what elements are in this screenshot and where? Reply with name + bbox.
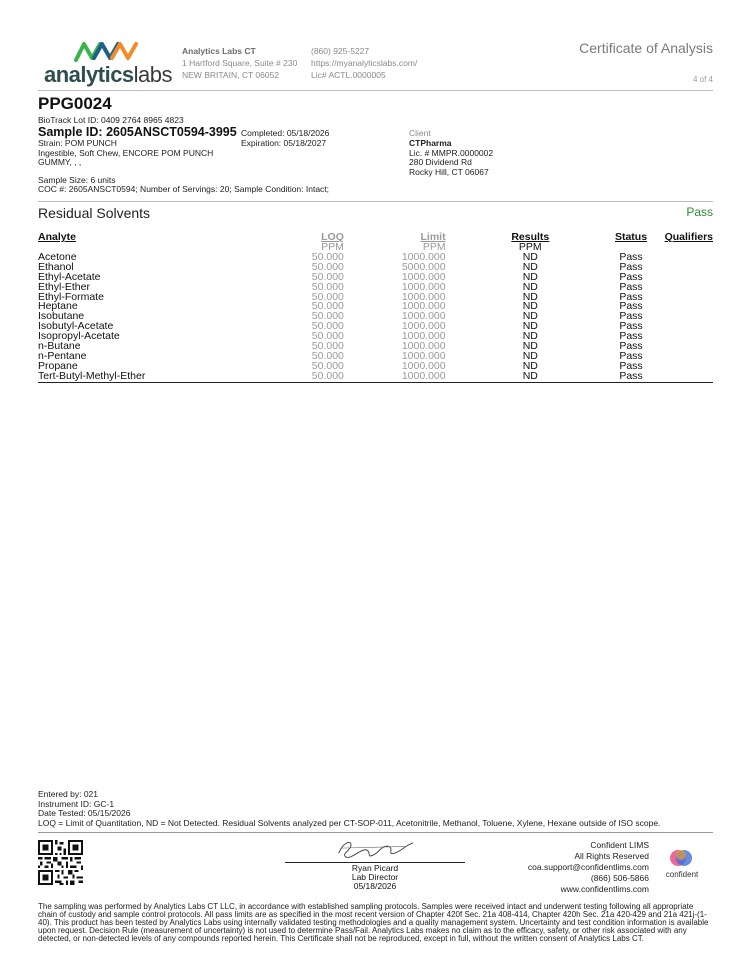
coc-info: COC #: 2605ANSCT0594; Number of Servings: 20; Sample Condition: Intact; xyxy=(38,184,330,194)
sample-size: Sample Size: 6 units xyxy=(38,175,116,185)
document-title: Certificate of Analysis xyxy=(579,40,713,56)
col-qualifiers: Qualifiers xyxy=(664,231,713,243)
signature-date: 05/18/2026 xyxy=(353,881,397,891)
client-address-1: 280 Dividend Rd xyxy=(409,157,472,167)
client-address-2: Rocky Hill, CT 06067 xyxy=(409,166,489,177)
client-block xyxy=(409,139,493,177)
completed-date: Completed: 05/18/2026 xyxy=(241,128,330,138)
table-row: Tert-Butyl-Methyl-Ether 50.000 1000.000 ND Pass xyxy=(38,372,713,382)
signer-block xyxy=(285,864,465,891)
entered-by: Entered by: 021 xyxy=(38,789,99,799)
table-row: Heptane 50.000 1000.000 ND Pass xyxy=(38,300,643,313)
client-label: Client xyxy=(409,128,431,138)
col-analyte: Analyte xyxy=(38,231,76,243)
analytics-labs-logo-icon xyxy=(74,40,138,62)
unit-loq: PPM xyxy=(321,241,344,253)
section-status-badge: Pass xyxy=(686,205,713,219)
table-row: n-Butane 50.000 1000.000 ND Pass xyxy=(38,340,643,353)
lab-address-1: 1 Hartford Square, Suite # 230 xyxy=(182,58,298,68)
lims-info-block xyxy=(528,840,649,895)
lab-contact-block xyxy=(311,45,417,81)
section-divider xyxy=(38,201,713,202)
header-divider xyxy=(38,90,713,91)
notes-divider xyxy=(38,832,713,833)
table-row: Isobutyl-Acetate 50.000 1000.000 ND Pass xyxy=(38,320,643,333)
lims-phone: (866) 506-5866 xyxy=(590,873,649,883)
date-tested: Date Tested: 05/15/2026 xyxy=(38,808,131,818)
client-license: Lic. # MMPR.0000002 xyxy=(409,147,494,158)
qr-code-icon[interactable] xyxy=(38,840,83,885)
logo-wordmark: analyticslabs xyxy=(44,62,173,87)
signature-icon xyxy=(325,836,425,862)
unit-limit: PPM xyxy=(422,241,446,253)
footer-disclaimer: The sampling was performed by Analytics Labs CT LLC, in accordance with established sampling protocols. Samples were received intact and underwent testing following all appropriate chain of custody and sample control protocols. All pass limits are as specified in the most recent version of Chapter 420f Sec. 21a 408-414, Chapter 420h Sec. 21a 420-429 and 21a 421j-(1-40). This product has been tested by Analytics Labs using internally validated testing methodologies and a quality management system. Uncertainty and test condition information is available upon request. Decision Rule (measurement of uncertainty) is not used to determine Pass/Fail. Analytics Labs makes no claim as to the efficacy, safety, or other risk associated with any detected, or non-detected levels of any compounds reported herein. This Certificate shall not be reproduced, except in full, without the written consent of Analytics Labs CT. xyxy=(38,902,709,943)
residual-solvents-table xyxy=(38,231,713,383)
lims-website[interactable]: www.confidentlims.com xyxy=(560,884,649,894)
signer-title: Lab Director xyxy=(351,872,399,882)
matrix-line-2: GUMMY, , , xyxy=(38,157,82,167)
loq-note: LOQ = Limit of Quantitation, ND = Not Detected. Residual Solvents analyzed per CT-SOP-011, Acetonitrile, Methanol, Toluene, Xylene, Hexane outside of ISO scope. xyxy=(38,817,661,828)
lab-name: Analytics Labs CT xyxy=(182,46,256,56)
col-status: Status xyxy=(614,231,648,243)
lab-address-block xyxy=(182,45,297,81)
signer-name: Ryan Picard xyxy=(351,863,399,873)
strain: Strain: POM PUNCH xyxy=(38,138,117,148)
table-body xyxy=(38,250,713,382)
client-name: CTPharma xyxy=(409,138,452,148)
lims-name: Confident LIMS xyxy=(590,840,649,850)
col-limit: Limit xyxy=(420,231,446,243)
confident-logo-text: confident xyxy=(665,870,699,879)
table-row: Ethyl-Acetate 50.000 1000.000 ND Pass xyxy=(38,270,643,283)
biotrack-lot-id: BioTrack Lot ID: 0409 2764 8965 4823 xyxy=(38,115,184,125)
expiration-date: Expiration: 05/18/2027 xyxy=(241,137,327,148)
table-row: Acetone 50.000 1000.000 ND Pass xyxy=(38,250,643,263)
sample-details xyxy=(38,139,213,168)
table-row: Propane 50.000 1000.000 ND Pass xyxy=(38,359,643,372)
col-results: Results xyxy=(511,231,550,243)
instrument-id: Instrument ID: GC-1 xyxy=(38,798,115,809)
table-units-row xyxy=(38,243,713,253)
confident-logo-icon xyxy=(662,846,702,870)
test-notes xyxy=(38,790,660,828)
sample-dates xyxy=(241,129,329,148)
table-row: Isopropyl-Acetate 50.000 1000.000 ND Pass xyxy=(38,330,643,343)
page-number: 4 of 4 xyxy=(692,75,713,84)
col-loq: LOQ xyxy=(321,231,344,243)
table-row: Isobutane 50.000 1000.000 ND Pass xyxy=(38,310,643,323)
matrix-line-1: Ingestible, Soft Chew, ENCORE POM PUNCH xyxy=(38,147,214,158)
lims-rights: All Rights Reserved xyxy=(574,851,649,861)
table-row: Ethyl-Formate 50.000 1000.000 ND Pass xyxy=(38,290,643,303)
lims-email[interactable]: coa.support@confidentlims.com xyxy=(527,862,649,872)
lab-license: Lic# ACTL.0000005 xyxy=(311,70,386,80)
sample-name: PPG0024 xyxy=(38,94,112,113)
lab-address-2: NEW BRITAIN, CT 06052 xyxy=(182,70,279,80)
section-title: Residual Solvents xyxy=(38,205,151,221)
lab-website[interactable]: https://myanalyticslabs.com/ xyxy=(311,58,418,68)
unit-results: PPM xyxy=(518,241,542,253)
table-row: n-Pentane 50.000 1000.000 ND Pass xyxy=(38,349,643,362)
confident-logo xyxy=(662,846,702,882)
table-row: Ethanol 50.000 5000.000 ND Pass xyxy=(38,260,643,273)
sample-id: Sample ID: 2605ANSCT0594-3995 xyxy=(38,125,237,139)
table-row: Ethyl-Ether 50.000 1000.000 ND Pass xyxy=(38,280,643,293)
lab-phone: (860) 925-5227 xyxy=(311,46,370,56)
table-header-row xyxy=(38,231,713,243)
